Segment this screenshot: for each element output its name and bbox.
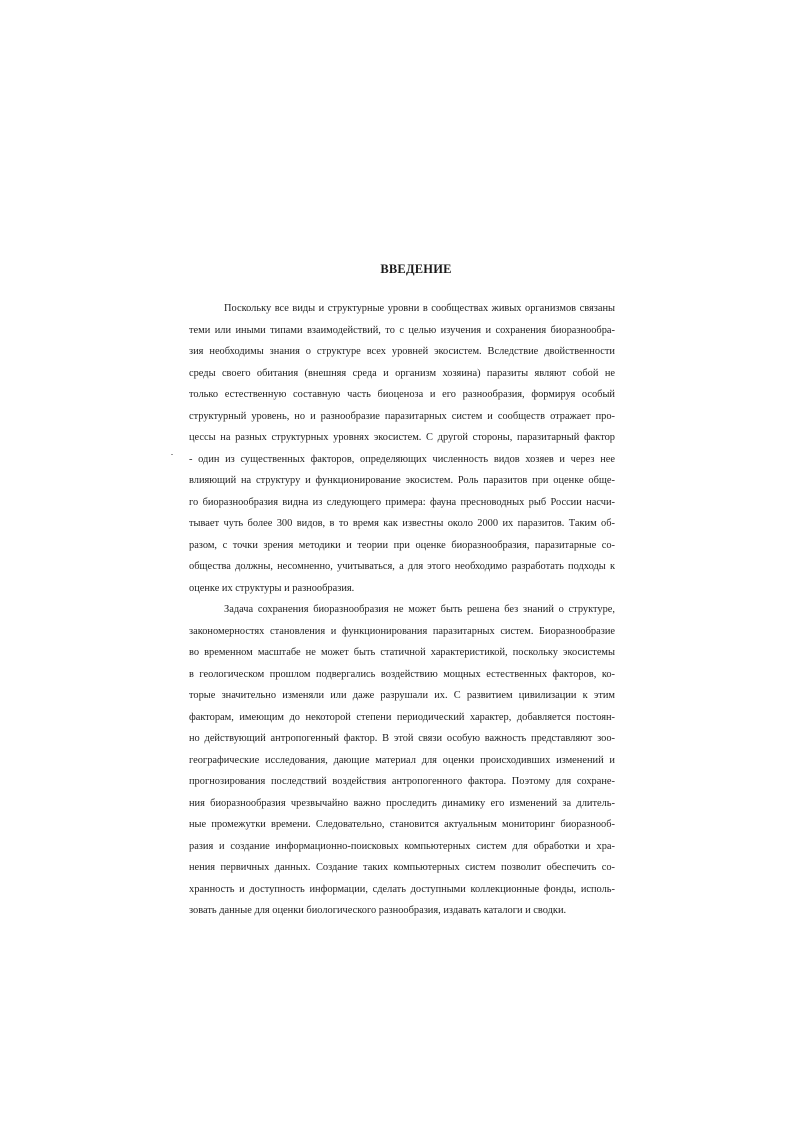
text-line: структурный уровень, но и разнообразие паразитарных систем и сообществ отражает про-	[189, 410, 615, 422]
paragraph	[189, 599, 615, 922]
text-line: цессы на разных структурных уровнях экосистем. С другой стороны, паразитарный фактор	[189, 432, 615, 443]
text-line: прогнозирования последствий воздействия антропогенного фактора. Поэтому для сохране-	[189, 776, 615, 787]
text-line: факторам, имеющим до некоторой степени периодический характер, добавляется постоян-	[189, 711, 615, 723]
page-title: ВВЕДЕНИЕ	[380, 262, 452, 276]
text-line: влияющий на структуру и функционирование экосистем. Роль паразитов при оценке обще-	[189, 475, 615, 486]
text-line: ные промежутки времени. Следовательно, становится актуальным мониторинг биоразнооб-	[189, 819, 615, 830]
text-line: зия необходимы знания о структуре всех уровней экосистем. Вследствие двойственности	[189, 346, 615, 357]
text-line: во временном масштабе не может быть статичной характеристикой, поскольку экосистемы	[189, 647, 615, 658]
text-line: Задача сохранения биоразнообразия не может быть решена без знаний о структуре,	[224, 604, 615, 615]
text-line: нения первичных данных. Создание таких компьютерных систем позволит обеспечить со-	[189, 862, 615, 873]
text-line: ния биоразнообразия чрезвычайно важно проследить динамику его изменений за длитель-	[189, 797, 615, 809]
text-line: только естественную составную часть биоценоза и его разнообразия, формируя особый	[189, 389, 615, 400]
paragraph	[189, 298, 615, 599]
text-line: закономерностях становления и функционирования паразитарных систем. Биоразнообразие	[189, 625, 615, 637]
text-line: в геологическом прошлом подвергались воздействию мощных естественных факторов, ко-	[189, 668, 615, 680]
text-line: среды своего обитания (внешняя среда и организм хозяина) паразиты являют собой не	[189, 367, 615, 379]
text-line: общества должны, несомненно, учитываться, а для этого необходимо разработать подходы к	[189, 561, 615, 572]
text-line: - один из существенных факторов, определяющих численность видов хозяев и через нее	[189, 453, 615, 465]
text-line: географические исследования, дающие материал для оценки происходивших изменений и	[189, 754, 615, 766]
text-line: тывает чуть более 300 видов, в то время как известны около 2000 их паразитов. Таким об-	[189, 518, 615, 529]
scan-speck	[171, 454, 173, 455]
text-line: хранность и доступность информации, сделать доступными коллекционные фонды, исполь-	[189, 883, 615, 895]
text-line: разия и создание информационно-поисковых компьютерных систем для обработки и хра-	[189, 840, 615, 852]
text-line: но действующий антропогенный фактор. В этой связи особую важность представляют зоо-	[189, 733, 615, 744]
text-line: торые значительно изменяли или даже разрушали их. С развитием цивилизации к этим	[189, 690, 615, 701]
text-line: оценке их структуры и разнообразия.	[189, 582, 355, 594]
document-body	[189, 298, 615, 922]
text-line: теми или иными типами взаимодействий, то с целью изучения и сохранения биоразнообра-	[189, 324, 615, 336]
text-line: го биоразнообразия видна из следующего примера: фауна пресноводных рыб России насчи-	[189, 496, 615, 508]
text-line: зовать данные для оценки биологического разнообразия, издавать каталоги и сводки.	[189, 905, 567, 916]
text-line: Поскольку все виды и структурные уровни в сообществах живых организмов связаны	[224, 303, 615, 314]
text-line: разом, с точки зрения методики и теории при оценке биоразнообразия, паразитарные со-	[189, 539, 615, 551]
